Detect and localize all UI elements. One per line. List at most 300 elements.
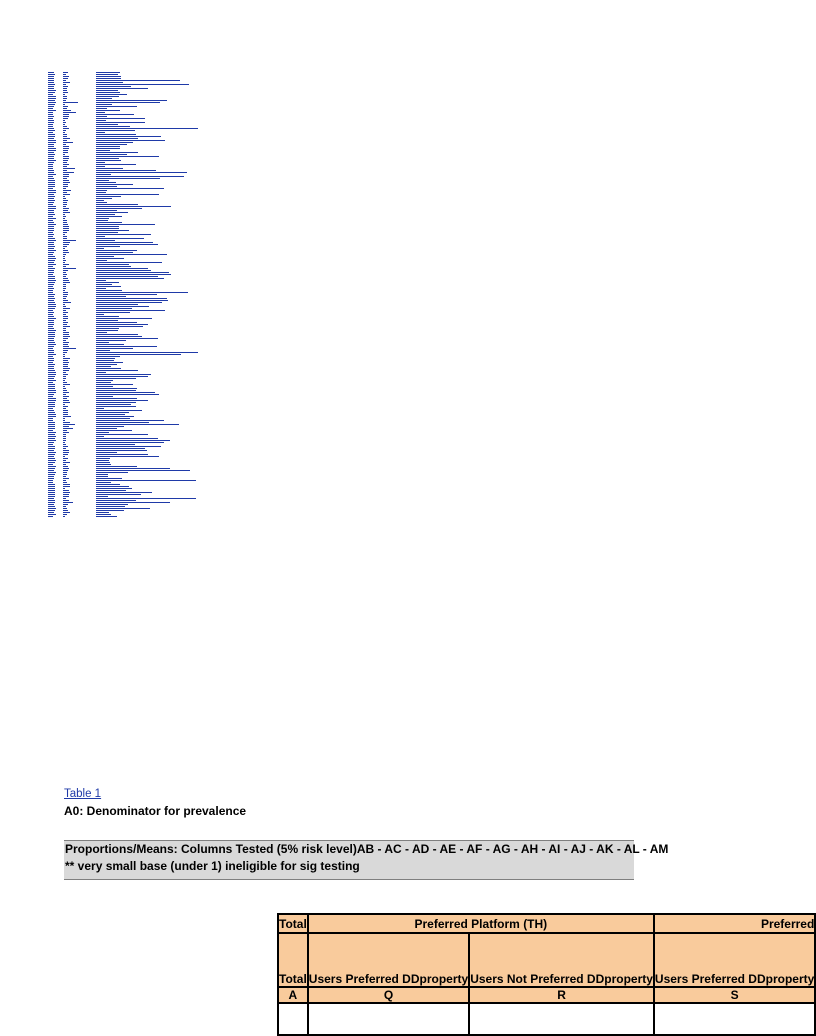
toc-link-line[interactable]	[63, 286, 66, 287]
toc-link-line[interactable]	[48, 282, 55, 283]
toc-link-line[interactable]	[63, 200, 68, 201]
toc-link-line[interactable]	[96, 442, 164, 443]
toc-link-line[interactable]	[48, 246, 55, 247]
toc-link-line[interactable]	[96, 264, 129, 265]
toc-link-line[interactable]	[48, 434, 55, 435]
toc-link-line[interactable]	[96, 348, 133, 349]
toc-link-line[interactable]	[96, 236, 105, 237]
toc-link-line[interactable]	[48, 478, 54, 479]
toc-link-line[interactable]	[48, 414, 56, 415]
toc-link-line[interactable]	[96, 254, 167, 255]
toc-link-line[interactable]	[96, 486, 129, 487]
toc-link-line[interactable]	[96, 128, 198, 129]
toc-link-line[interactable]	[48, 500, 55, 501]
toc-link-line[interactable]	[96, 314, 104, 315]
toc-link-line[interactable]	[48, 272, 54, 273]
toc-link-line[interactable]	[63, 436, 66, 437]
toc-link-line[interactable]	[63, 130, 66, 131]
toc-link-line[interactable]	[63, 152, 68, 153]
toc-link-line[interactable]	[96, 126, 130, 127]
toc-link-line[interactable]	[48, 268, 55, 269]
toc-link-line[interactable]	[48, 382, 53, 383]
toc-link-line[interactable]	[63, 494, 69, 495]
toc-link-line[interactable]	[96, 420, 164, 421]
toc-link-line[interactable]	[96, 192, 106, 193]
toc-link-line[interactable]	[48, 146, 54, 147]
toc-link-line[interactable]	[48, 360, 54, 361]
toc-link-line[interactable]	[63, 390, 67, 391]
toc-link-line[interactable]	[63, 176, 69, 177]
toc-link-line[interactable]	[96, 116, 107, 117]
toc-link-line[interactable]	[63, 288, 66, 289]
toc-link-line[interactable]	[48, 238, 55, 239]
toc-link-line[interactable]	[63, 510, 68, 511]
toc-link-line[interactable]	[48, 212, 54, 213]
toc-link-line[interactable]	[48, 456, 54, 457]
toc-link-line[interactable]	[48, 438, 55, 439]
toc-link-line[interactable]	[63, 318, 68, 319]
toc-link-line[interactable]	[48, 270, 54, 271]
toc-link-line[interactable]	[63, 412, 68, 413]
toc-link-line[interactable]	[96, 96, 119, 97]
toc-link-line[interactable]	[63, 470, 68, 471]
toc-link-line[interactable]	[96, 400, 148, 401]
toc-link-line[interactable]	[48, 168, 53, 169]
toc-link-line[interactable]	[96, 130, 135, 131]
toc-link-line[interactable]	[63, 474, 67, 475]
toc-link-line[interactable]	[96, 118, 145, 119]
toc-link-line[interactable]	[96, 354, 181, 355]
toc-link-line[interactable]	[63, 408, 66, 409]
toc-link-line[interactable]	[96, 138, 138, 139]
toc-link-line[interactable]	[63, 308, 70, 309]
toc-link-line[interactable]	[63, 124, 65, 125]
toc-link-line[interactable]	[48, 200, 55, 201]
toc-link-line[interactable]	[96, 364, 117, 365]
toc-link-line[interactable]	[96, 464, 111, 465]
toc-link-line[interactable]	[48, 322, 54, 323]
toc-link-line[interactable]	[48, 226, 54, 227]
toc-link-line[interactable]	[63, 462, 70, 463]
toc-link-line[interactable]	[48, 312, 54, 313]
toc-link-line[interactable]	[63, 454, 68, 455]
toc-link-line[interactable]	[96, 322, 137, 323]
toc-link-line[interactable]	[63, 486, 70, 487]
toc-link-line[interactable]	[63, 168, 75, 169]
toc-link-line[interactable]	[63, 208, 69, 209]
toc-link-line[interactable]	[96, 212, 128, 213]
toc-link-line[interactable]	[96, 196, 121, 197]
toc-link-line[interactable]	[48, 298, 55, 299]
toc-link-line[interactable]	[63, 164, 69, 165]
toc-link-line[interactable]	[96, 282, 119, 283]
toc-link-line[interactable]	[96, 398, 137, 399]
toc-link-line[interactable]	[63, 72, 68, 73]
toc-link-line[interactable]	[48, 396, 53, 397]
toc-link-line[interactable]	[63, 268, 76, 269]
toc-link-line[interactable]	[63, 290, 65, 291]
toc-link-line[interactable]	[96, 472, 128, 473]
toc-link-line[interactable]	[96, 318, 152, 319]
toc-link-line[interactable]	[48, 150, 56, 151]
toc-link-line[interactable]	[63, 466, 68, 467]
toc-link-line[interactable]	[63, 238, 67, 239]
toc-link-line[interactable]	[96, 440, 170, 441]
toc-link-line[interactable]	[48, 82, 54, 83]
toc-link-line[interactable]	[63, 166, 67, 167]
toc-link-line[interactable]	[96, 460, 109, 461]
toc-link-line[interactable]	[48, 72, 54, 73]
toc-link-line[interactable]	[96, 406, 136, 407]
toc-link-line[interactable]	[96, 480, 196, 481]
toc-link-line[interactable]	[63, 506, 66, 507]
toc-link-line[interactable]	[63, 396, 69, 397]
toc-link-line[interactable]	[63, 352, 67, 353]
toc-link-line[interactable]	[96, 188, 164, 189]
toc-link-line[interactable]	[63, 182, 70, 183]
table-link[interactable]: Table 1	[64, 788, 102, 800]
toc-link-line[interactable]	[63, 242, 70, 243]
toc-link-line[interactable]	[63, 80, 66, 81]
toc-link-line[interactable]	[48, 90, 56, 91]
toc-link-line[interactable]	[48, 220, 53, 221]
toc-link-line[interactable]	[96, 432, 109, 433]
toc-link-line[interactable]	[48, 86, 54, 87]
toc-link-line[interactable]	[63, 428, 73, 429]
toc-link-line[interactable]	[48, 228, 54, 229]
toc-link-line[interactable]	[63, 126, 67, 127]
toc-link-line[interactable]	[63, 220, 67, 221]
toc-link-line[interactable]	[48, 374, 56, 375]
toc-link-line[interactable]	[96, 456, 159, 457]
toc-link-line[interactable]	[96, 238, 144, 239]
toc-link-line[interactable]	[48, 476, 54, 477]
toc-link-line[interactable]	[96, 422, 149, 423]
toc-link-line[interactable]	[96, 234, 151, 235]
toc-link-line[interactable]	[63, 190, 71, 191]
toc-link-line[interactable]	[96, 108, 107, 109]
toc-link-line[interactable]	[63, 376, 66, 377]
toc-link-line[interactable]	[63, 484, 70, 485]
toc-link-line[interactable]	[63, 234, 65, 235]
toc-link-line[interactable]	[63, 248, 65, 249]
toc-link-line[interactable]	[63, 372, 66, 373]
toc-link-line[interactable]	[48, 326, 53, 327]
toc-link-line[interactable]	[48, 344, 56, 345]
toc-link-line[interactable]	[96, 434, 148, 435]
toc-link-line[interactable]	[63, 118, 68, 119]
toc-link-line[interactable]	[96, 410, 142, 411]
toc-link-line[interactable]	[96, 428, 117, 429]
toc-link-line[interactable]	[96, 334, 138, 335]
toc-link-line[interactable]	[48, 488, 55, 489]
toc-link-line[interactable]	[48, 252, 54, 253]
toc-link-line[interactable]	[63, 330, 66, 331]
toc-link-line[interactable]	[63, 294, 68, 295]
toc-link-line[interactable]	[48, 464, 53, 465]
toc-link-line[interactable]	[48, 78, 54, 79]
toc-link-line[interactable]	[63, 116, 69, 117]
toc-link-line[interactable]	[96, 222, 122, 223]
toc-link-line[interactable]	[96, 152, 138, 153]
toc-link-line[interactable]	[63, 426, 69, 427]
toc-link-line[interactable]	[96, 284, 112, 285]
toc-link-line[interactable]	[96, 438, 158, 439]
toc-link-line[interactable]	[48, 324, 54, 325]
toc-link-line[interactable]	[96, 308, 132, 309]
toc-link-line[interactable]	[48, 320, 54, 321]
toc-link-line[interactable]	[48, 180, 55, 181]
toc-link-line[interactable]	[48, 496, 55, 497]
toc-link-line[interactable]	[63, 512, 70, 513]
toc-link-line[interactable]	[48, 288, 54, 289]
toc-link-line[interactable]	[96, 350, 110, 351]
toc-link-line[interactable]	[63, 378, 66, 379]
toc-link-line[interactable]	[96, 102, 160, 103]
toc-link-line[interactable]	[48, 174, 56, 175]
toc-link-line[interactable]	[96, 226, 119, 227]
toc-link-line[interactable]	[63, 458, 68, 459]
toc-link-line[interactable]	[48, 392, 56, 393]
toc-link-line[interactable]	[96, 366, 111, 367]
toc-link-line[interactable]	[96, 106, 137, 107]
toc-link-line[interactable]	[48, 190, 56, 191]
toc-link-line[interactable]	[96, 310, 165, 311]
toc-link-line[interactable]	[96, 390, 136, 391]
toc-link-line[interactable]	[63, 386, 65, 387]
toc-link-line[interactable]	[96, 208, 142, 209]
toc-link-line[interactable]	[96, 262, 162, 263]
toc-link-line[interactable]	[63, 346, 69, 347]
toc-link-line[interactable]	[48, 152, 54, 153]
toc-link-line[interactable]	[48, 316, 54, 317]
toc-link-line[interactable]	[96, 86, 131, 87]
toc-link-line[interactable]	[48, 466, 56, 467]
toc-link-line[interactable]	[48, 198, 54, 199]
toc-link-line[interactable]	[96, 240, 115, 241]
toc-link-line[interactable]	[48, 494, 55, 495]
toc-link-line[interactable]	[63, 94, 65, 95]
toc-link-line[interactable]	[63, 88, 67, 89]
toc-link-line[interactable]	[48, 286, 53, 287]
toc-link-line[interactable]	[48, 120, 54, 121]
toc-link-line[interactable]	[63, 112, 76, 113]
toc-link-line[interactable]	[96, 516, 117, 517]
toc-link-line[interactable]	[96, 280, 106, 281]
toc-link-line[interactable]	[96, 156, 159, 157]
toc-link-line[interactable]	[63, 232, 67, 233]
toc-link-line[interactable]	[63, 226, 69, 227]
toc-link-line[interactable]	[63, 374, 68, 375]
toc-link-line[interactable]	[63, 348, 76, 349]
toc-link-line[interactable]	[63, 464, 66, 465]
toc-link-line[interactable]	[63, 362, 69, 363]
toc-link-line[interactable]	[48, 92, 55, 93]
toc-link-line[interactable]	[96, 166, 105, 167]
toc-link-line[interactable]	[48, 196, 55, 197]
toc-link-line[interactable]	[48, 378, 54, 379]
toc-link-line[interactable]	[63, 142, 73, 143]
toc-link-line[interactable]	[48, 470, 54, 471]
toc-link-line[interactable]	[48, 148, 56, 149]
toc-link-line[interactable]	[48, 452, 56, 453]
toc-link-line[interactable]	[63, 326, 70, 327]
toc-link-line[interactable]	[63, 314, 66, 315]
toc-link-line[interactable]	[63, 212, 70, 213]
toc-link-line[interactable]	[96, 210, 117, 211]
toc-link-line[interactable]	[48, 356, 53, 357]
toc-link-line[interactable]	[48, 442, 54, 443]
toc-link-line[interactable]	[48, 446, 55, 447]
toc-link-line[interactable]	[63, 324, 67, 325]
toc-link-line[interactable]	[96, 84, 189, 85]
toc-link-line[interactable]	[63, 210, 68, 211]
toc-link-line[interactable]	[48, 498, 54, 499]
toc-link-line[interactable]	[96, 382, 111, 383]
toc-link-line[interactable]	[63, 498, 66, 499]
toc-link-line[interactable]	[48, 318, 56, 319]
toc-link-line[interactable]	[63, 138, 70, 139]
toc-link-line[interactable]	[63, 448, 66, 449]
toc-link-line[interactable]	[48, 274, 53, 275]
toc-link-line[interactable]	[63, 202, 67, 203]
toc-link-line[interactable]	[48, 234, 54, 235]
toc-link-line[interactable]	[63, 162, 67, 163]
toc-link-line[interactable]	[96, 216, 122, 217]
toc-link-line[interactable]	[48, 330, 56, 331]
toc-link-line[interactable]	[48, 136, 55, 137]
toc-link-line[interactable]	[96, 224, 155, 225]
toc-link-line[interactable]	[48, 304, 56, 305]
toc-link-line[interactable]	[48, 386, 55, 387]
toc-link-line[interactable]	[48, 372, 56, 373]
toc-link-line[interactable]	[63, 304, 65, 305]
toc-link-line[interactable]	[96, 330, 118, 331]
toc-link-line[interactable]	[96, 500, 136, 501]
toc-link-line[interactable]	[48, 480, 53, 481]
toc-link-line[interactable]	[48, 74, 55, 75]
toc-link-line[interactable]	[48, 342, 55, 343]
toc-link-line[interactable]	[63, 400, 69, 401]
toc-link-line[interactable]	[48, 348, 53, 349]
toc-link-line[interactable]	[96, 276, 158, 277]
toc-link-line[interactable]	[48, 248, 54, 249]
toc-link-line[interactable]	[63, 154, 65, 155]
toc-link-line[interactable]	[48, 250, 56, 251]
toc-link-line[interactable]	[96, 298, 167, 299]
toc-link-line[interactable]	[48, 328, 54, 329]
toc-link-line[interactable]	[63, 192, 67, 193]
toc-link-line[interactable]	[48, 482, 53, 483]
toc-link-line[interactable]	[63, 144, 66, 145]
toc-link-line[interactable]	[96, 392, 155, 393]
toc-link-line[interactable]	[48, 76, 54, 77]
toc-link-line[interactable]	[48, 192, 56, 193]
toc-link-line[interactable]	[48, 394, 54, 395]
toc-link-line[interactable]	[96, 134, 136, 135]
toc-link-line[interactable]	[48, 110, 56, 111]
toc-link-line[interactable]	[63, 310, 66, 311]
toc-link-line[interactable]	[96, 184, 133, 185]
toc-link-line[interactable]	[96, 496, 108, 497]
toc-link-line[interactable]	[96, 362, 123, 363]
toc-link-line[interactable]	[96, 380, 113, 381]
toc-link-line[interactable]	[96, 388, 137, 389]
toc-link-line[interactable]	[63, 172, 74, 173]
toc-link-line[interactable]	[96, 494, 141, 495]
toc-link-line[interactable]	[96, 508, 150, 509]
toc-link-line[interactable]	[96, 248, 104, 249]
toc-link-line[interactable]	[63, 76, 69, 77]
toc-link-line[interactable]	[96, 120, 106, 121]
toc-link-line[interactable]	[63, 334, 69, 335]
toc-link-line[interactable]	[63, 284, 66, 285]
toc-link-line[interactable]	[48, 132, 53, 133]
toc-link-line[interactable]	[96, 384, 133, 385]
toc-link-line[interactable]	[63, 282, 70, 283]
toc-link-line[interactable]	[96, 328, 119, 329]
toc-link-line[interactable]	[48, 106, 54, 107]
toc-link-line[interactable]	[48, 224, 56, 225]
toc-link-line[interactable]	[48, 514, 56, 515]
toc-link-line[interactable]	[63, 82, 70, 83]
toc-link-line[interactable]	[48, 80, 54, 81]
toc-link-line[interactable]	[63, 420, 65, 421]
toc-link-line[interactable]	[96, 82, 123, 83]
toc-link-line[interactable]	[96, 146, 120, 147]
toc-link-line[interactable]	[48, 242, 54, 243]
toc-link-line[interactable]	[63, 194, 70, 195]
toc-link-line[interactable]	[63, 482, 67, 483]
toc-link-line[interactable]	[96, 170, 156, 171]
toc-link-line[interactable]	[48, 490, 55, 491]
toc-link-line[interactable]	[96, 374, 151, 375]
toc-link-line[interactable]	[48, 334, 55, 335]
toc-link-line[interactable]	[63, 364, 68, 365]
toc-link-line[interactable]	[96, 94, 127, 95]
toc-link-line[interactable]	[63, 96, 67, 97]
toc-link-line[interactable]	[96, 142, 133, 143]
toc-link-line[interactable]	[63, 102, 78, 103]
toc-link-line[interactable]	[96, 504, 128, 505]
toc-link-line[interactable]	[96, 458, 110, 459]
toc-link-line[interactable]	[63, 478, 69, 479]
toc-link-line[interactable]	[96, 286, 121, 287]
toc-link-line[interactable]	[63, 338, 68, 339]
toc-link-line[interactable]	[63, 302, 71, 303]
toc-link-line[interactable]	[48, 308, 55, 309]
toc-link-line[interactable]	[96, 408, 104, 409]
toc-link-line[interactable]	[63, 508, 67, 509]
toc-link-line[interactable]	[63, 316, 68, 317]
toc-link-line[interactable]	[63, 516, 65, 517]
toc-link-line[interactable]	[48, 376, 55, 377]
toc-link-line[interactable]	[96, 324, 148, 325]
toc-link-line[interactable]	[96, 256, 114, 257]
toc-link-line[interactable]	[63, 514, 67, 515]
toc-link-line[interactable]	[96, 352, 198, 353]
toc-link-line[interactable]	[63, 186, 68, 187]
toc-link-line[interactable]	[48, 128, 54, 129]
toc-link-line[interactable]	[63, 84, 66, 85]
toc-link-line[interactable]	[96, 484, 120, 485]
toc-link-line[interactable]	[63, 108, 67, 109]
toc-link-line[interactable]	[48, 412, 55, 413]
toc-link-line[interactable]	[48, 156, 54, 157]
toc-link-line[interactable]	[63, 394, 66, 395]
toc-link-line[interactable]	[63, 196, 65, 197]
toc-link-line[interactable]	[48, 384, 55, 385]
